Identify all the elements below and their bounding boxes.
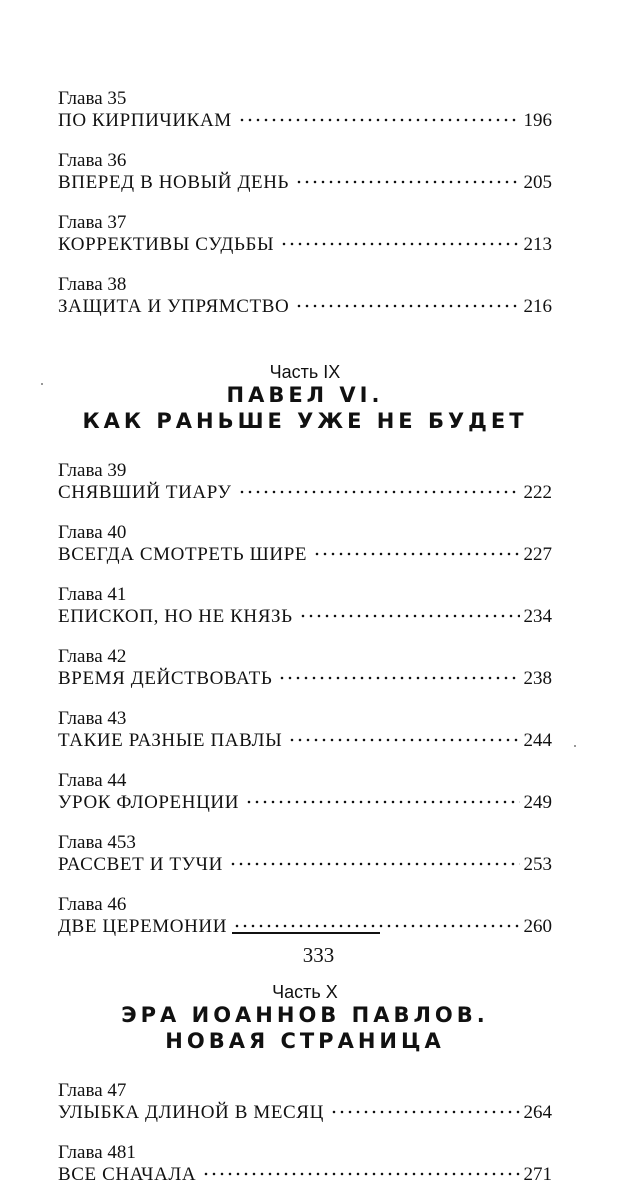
dot-leader <box>245 800 519 804</box>
dot-leader <box>278 676 519 680</box>
chapter-title: ЕПИСКОП, НО НЕ КНЯЗЬ <box>58 606 293 627</box>
part-label: Часть IX <box>269 362 341 382</box>
chapter-entry <box>58 584 552 628</box>
chapter-row <box>58 482 552 504</box>
chapter-label: Глава 453 <box>58 832 136 853</box>
paper-speck <box>574 745 576 747</box>
chapter-title: ВСЕГДА СМОТРЕТЬ ШИРЕ <box>58 544 308 565</box>
part-title: НОВАЯ СТРАНИЦА <box>165 1029 445 1053</box>
dot-leader <box>295 180 519 184</box>
part-header <box>58 362 552 434</box>
toc-section <box>58 88 552 318</box>
dot-leader <box>280 242 519 246</box>
paper-speck <box>41 383 43 385</box>
chapter-label: Глава 40 <box>58 522 127 543</box>
chapter-title: ПО КИРПИЧИКАМ <box>58 110 232 131</box>
chapter-title: ЗАЩИТА И УПРЯМСТВО <box>58 296 290 317</box>
chapter-label: Глава 36 <box>58 150 127 171</box>
chapter-page-number: 222 <box>523 482 552 503</box>
dot-leader <box>295 304 519 308</box>
chapter-label: Глава 43 <box>58 708 127 729</box>
dot-leader <box>330 1110 520 1114</box>
chapter-title: РАССВЕТ И ТУЧИ <box>58 854 223 875</box>
part-title: ЭРА ИОАННОВ ПАВЛОВ. <box>121 1003 489 1027</box>
chapter-row <box>58 668 552 690</box>
chapter-row <box>58 234 552 256</box>
part-title: ПАВЕЛ VI. <box>226 383 384 407</box>
chapter-title: КОРРЕКТИВЫ СУДЬБЫ <box>58 234 275 255</box>
toc-section <box>58 460 552 938</box>
chapter-title: УРОК ФЛОРЕНЦИИ <box>58 792 240 813</box>
part-header <box>58 982 552 1054</box>
chapter-row <box>58 854 552 876</box>
chapter-page-number: 244 <box>523 730 552 751</box>
part-label: Часть X <box>272 982 338 1002</box>
chapter-entry <box>58 770 552 814</box>
chapter-page-number: 264 <box>523 1102 552 1123</box>
chapter-entry <box>58 708 552 752</box>
part-title: КАК РАНЬШЕ УЖЕ НЕ БУДЕТ <box>82 409 528 433</box>
chapter-row <box>58 172 552 194</box>
chapter-page-number: 271 <box>523 1164 552 1185</box>
chapter-entry <box>58 1142 552 1186</box>
dot-leader <box>299 614 520 618</box>
chapter-page-number: 253 <box>523 854 552 875</box>
chapter-page-number: 238 <box>523 668 552 689</box>
chapter-label: Глава 44 <box>58 770 127 791</box>
chapter-title: ДВЕ ЦЕРЕМОНИИ <box>58 916 228 937</box>
dot-leader <box>288 738 519 742</box>
chapter-row <box>58 606 552 628</box>
chapter-row <box>58 296 552 318</box>
table-of-contents <box>58 88 552 1186</box>
chapter-entry <box>58 88 552 132</box>
page-number: 333 <box>302 943 335 967</box>
chapter-page-number: 196 <box>523 110 552 131</box>
chapter-row <box>58 1164 552 1186</box>
chapter-page-number: 213 <box>523 234 552 255</box>
footer-rule <box>232 932 380 934</box>
chapter-label: Глава 41 <box>58 584 127 605</box>
chapter-row <box>58 916 552 938</box>
chapter-label: Глава 481 <box>58 1142 136 1163</box>
chapter-row <box>58 792 552 814</box>
chapter-label: Глава 38 <box>58 274 127 295</box>
chapter-label: Глава 42 <box>58 646 127 667</box>
dot-leader <box>233 924 519 928</box>
chapter-entry <box>58 1080 552 1124</box>
chapter-label: Глава 39 <box>58 460 127 481</box>
chapter-row <box>58 544 552 566</box>
dot-leader <box>229 862 520 866</box>
chapter-page-number: 205 <box>523 172 552 193</box>
chapter-row <box>58 730 552 752</box>
chapter-entry <box>58 522 552 566</box>
chapter-entry <box>58 646 552 690</box>
chapter-label: Глава 35 <box>58 88 127 109</box>
dot-leader <box>238 490 520 494</box>
dot-leader <box>238 118 520 122</box>
chapter-title: ВСЕ СНАЧАЛА <box>58 1164 197 1185</box>
chapter-entry <box>58 212 552 256</box>
toc-section <box>58 1080 552 1186</box>
chapter-title: УЛЫБКА ДЛИНОЙ В МЕСЯЦ <box>58 1102 324 1123</box>
chapter-title: ВПЕРЕД В НОВЫЙ ДЕНЬ <box>58 172 290 193</box>
dot-leader <box>313 552 519 556</box>
chapter-page-number: 227 <box>523 544 552 565</box>
chapter-row <box>58 1102 552 1124</box>
chapter-title: СНЯВШИЙ ТИАРУ <box>58 482 232 503</box>
chapter-title: ТАКИЕ РАЗНЫЕ ПАВЛЫ <box>58 730 283 751</box>
chapter-label: Глава 47 <box>58 1080 127 1101</box>
chapter-label: Глава 37 <box>58 212 127 233</box>
chapter-label: Глава 46 <box>58 894 127 915</box>
dot-leader <box>202 1172 519 1176</box>
chapter-page-number: 216 <box>523 296 552 317</box>
chapter-entry <box>58 150 552 194</box>
chapter-entry <box>58 460 552 504</box>
chapter-entry <box>58 832 552 876</box>
chapter-title: ВРЕМЯ ДЕЙСТВОВАТЬ <box>58 668 273 689</box>
chapter-entry <box>58 274 552 318</box>
chapter-page-number: 249 <box>523 792 552 813</box>
chapter-row <box>58 110 552 132</box>
chapter-page-number: 234 <box>523 606 552 627</box>
chapter-page-number: 260 <box>523 916 552 937</box>
